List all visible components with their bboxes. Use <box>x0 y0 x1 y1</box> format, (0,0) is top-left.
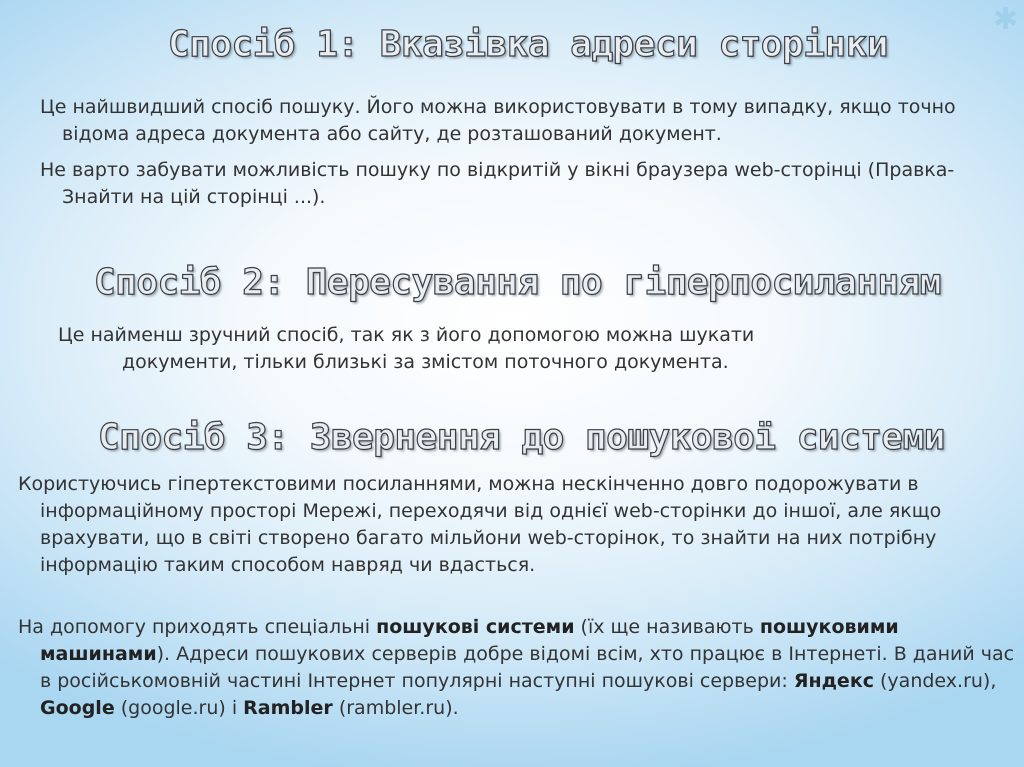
bold-term-rambler: Rambler <box>243 697 333 719</box>
section1-heading: Спосіб 1: Вказівка адреси сторінки <box>168 24 888 65</box>
section2-paragraph-line-1: Це найменш зручний спосіб, так як з його допомогою можна шукати <box>58 324 755 346</box>
bold-term-yandex: Яндекс <box>793 670 874 692</box>
bold-term-search-machines: пошуковими машинами <box>40 616 899 665</box>
para-text: (rambler.ru). <box>332 697 459 719</box>
section3-paragraph-2 <box>18 614 1024 722</box>
section1-paragraph-1: Це найшвидший спосіб пошуку. Його можна використовувати в тому випадку, якщо точно відома адреса документа або сайту, де розташований документ. <box>40 96 956 145</box>
section3-paragraph-1: Користуючись гіпертекстовими посиланнями, можна нескінченно довго подорожувати в інформаційному просторі Мережі, переходячи від однієї web-сторінки до іншої, але якщо врахувати, що в світі створено багато мільйони web-сторінок, то знайти на них потрібну інформацію таким способом навряд чи вдасться. <box>18 473 942 576</box>
bold-term-search-systems: пошукові системи <box>376 616 575 638</box>
star-icon: ✱ <box>992 2 1018 37</box>
section2-heading: Спосіб 2: Пересування по гіперпосиланням <box>94 262 941 303</box>
bold-term-google: Google <box>40 697 115 719</box>
para-text: ). Адреси пошукових серверів добре відомі всім, хто працює в Інтернеті. В даний час в російськомовній частині Інтернет популярні наступні пошукові сервери: <box>40 643 1015 692</box>
section2-paragraph-line-2: документи, тільки близькі за змістом поточного документа. <box>122 351 729 373</box>
section3-heading: Спосіб 3: Звернення до пошукової системи <box>98 417 945 458</box>
section1-paragraph-2: Не варто забувати можливість пошуку по відкритій у вікні браузера web-сторінці (Правка-Знайти на цій сторінці ...). <box>40 159 955 208</box>
para-text: На допомогу приходять спеціальні <box>18 616 377 638</box>
para-text: (їх ще називають <box>574 616 760 638</box>
para-text: (google.ru) і <box>114 697 244 719</box>
para-text: (yandex.ru), <box>873 670 997 692</box>
